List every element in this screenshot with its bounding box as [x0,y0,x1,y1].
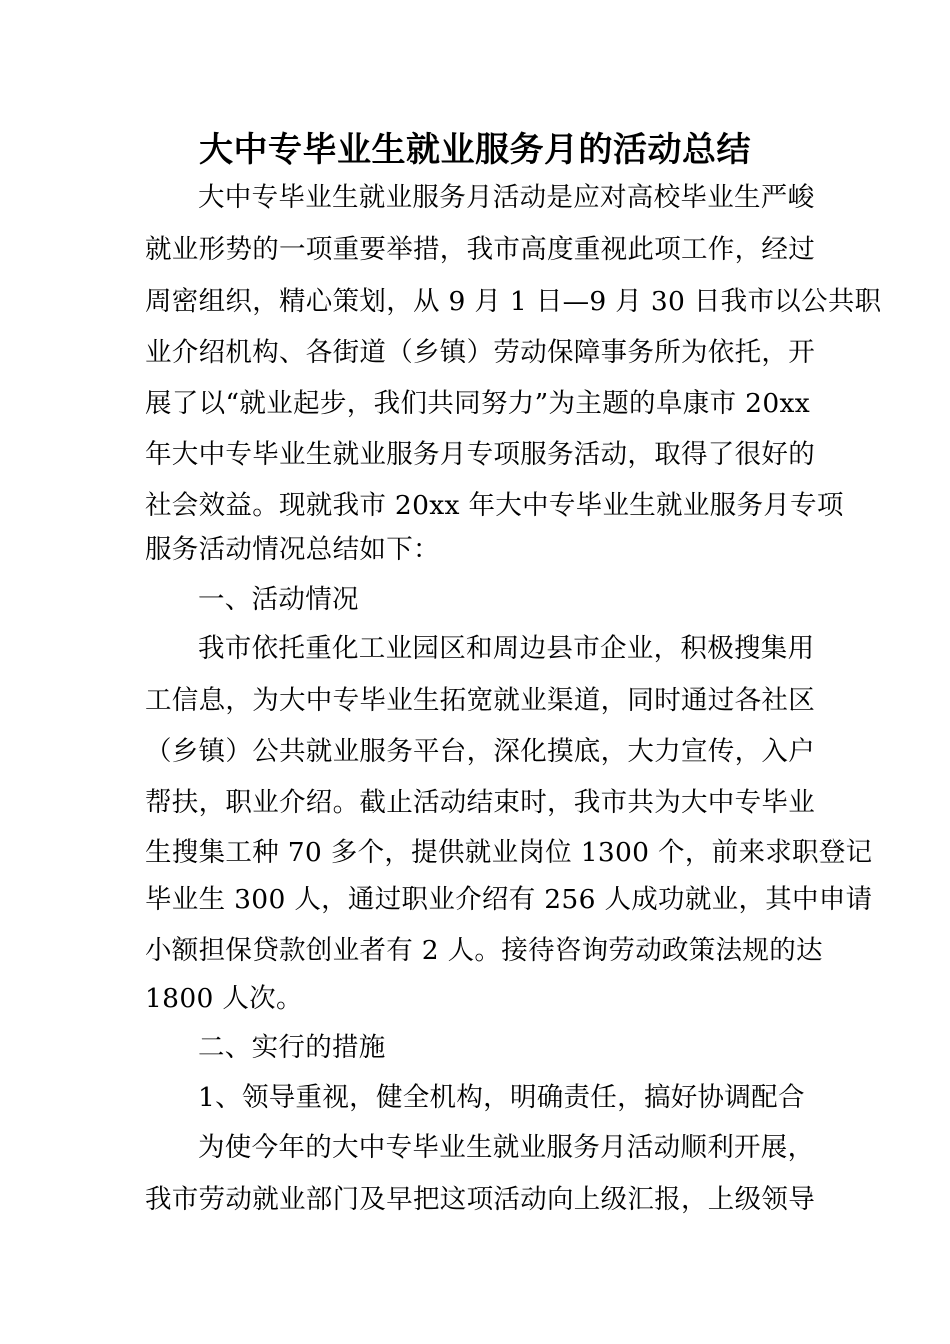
paragraph-line: （乡镇）公共就业服务平台，深化摸底，大力宣传，入户 [145,736,815,767]
paragraph-line: 为使今年的大中专毕业生就业服务月活动顺利开展， [198,1132,815,1163]
paragraph-line: 1800 人次。 [145,983,303,1014]
paragraph-line: 业介绍机构、各街道（乡镇）劳动保障事务所为依托，开 [145,337,815,368]
subsection-heading: 1、领导重视，健全机构，明确责任，搞好协调配合 [198,1082,805,1113]
paragraph-line: 我市依托重化工业园区和周边县市企业，积极搜集用 [198,633,815,664]
section-heading: 二、实行的措施 [198,1032,386,1063]
paragraph-line: 展了以“就业起步，我们共同努力”为主题的阜康市 20xx [145,388,810,419]
paragraph-line: 年大中专毕业生就业服务月专项服务活动，取得了很好的 [145,439,815,470]
paragraph-line: 服务活动情况总结如下： [145,534,440,565]
section-heading: 一、活动情况 [198,584,359,615]
paragraph-line: 帮扶，职业介绍。截止活动结束时，我市共为大中专毕业 [145,787,815,818]
paragraph-line: 周密组织，精心策划，从 9 月 1 日—9 月 30 日我市以公共职 [145,286,882,317]
paragraph-line: 毕业生 300 人，通过职业介绍有 256 人成功就业，其中申请 [145,884,873,915]
paragraph-line: 工信息，为大中专毕业生拓宽就业渠道，同时通过各社区 [145,685,815,716]
paragraph-line: 大中专毕业生就业服务月活动是应对高校毕业生严峻 [198,182,815,213]
paragraph-line: 社会效益。现就我市 20xx 年大中专毕业生就业服务月专项 [145,490,844,521]
paragraph-line: 生搜集工种 70 多个，提供就业岗位 1300 个，前来求职登记 [145,837,873,868]
paragraph-line: 小额担保贷款创业者有 2 人。接待咨询劳动政策法规的达 [145,935,823,966]
document-title: 大中专毕业生就业服务月的活动总结 [199,130,751,170]
paragraph-line: 我市劳动就业部门及早把这项活动向上级汇报，上级领导 [145,1184,815,1215]
paragraph-line: 就业形势的一项重要举措，我市高度重视此项工作，经过 [145,234,815,265]
